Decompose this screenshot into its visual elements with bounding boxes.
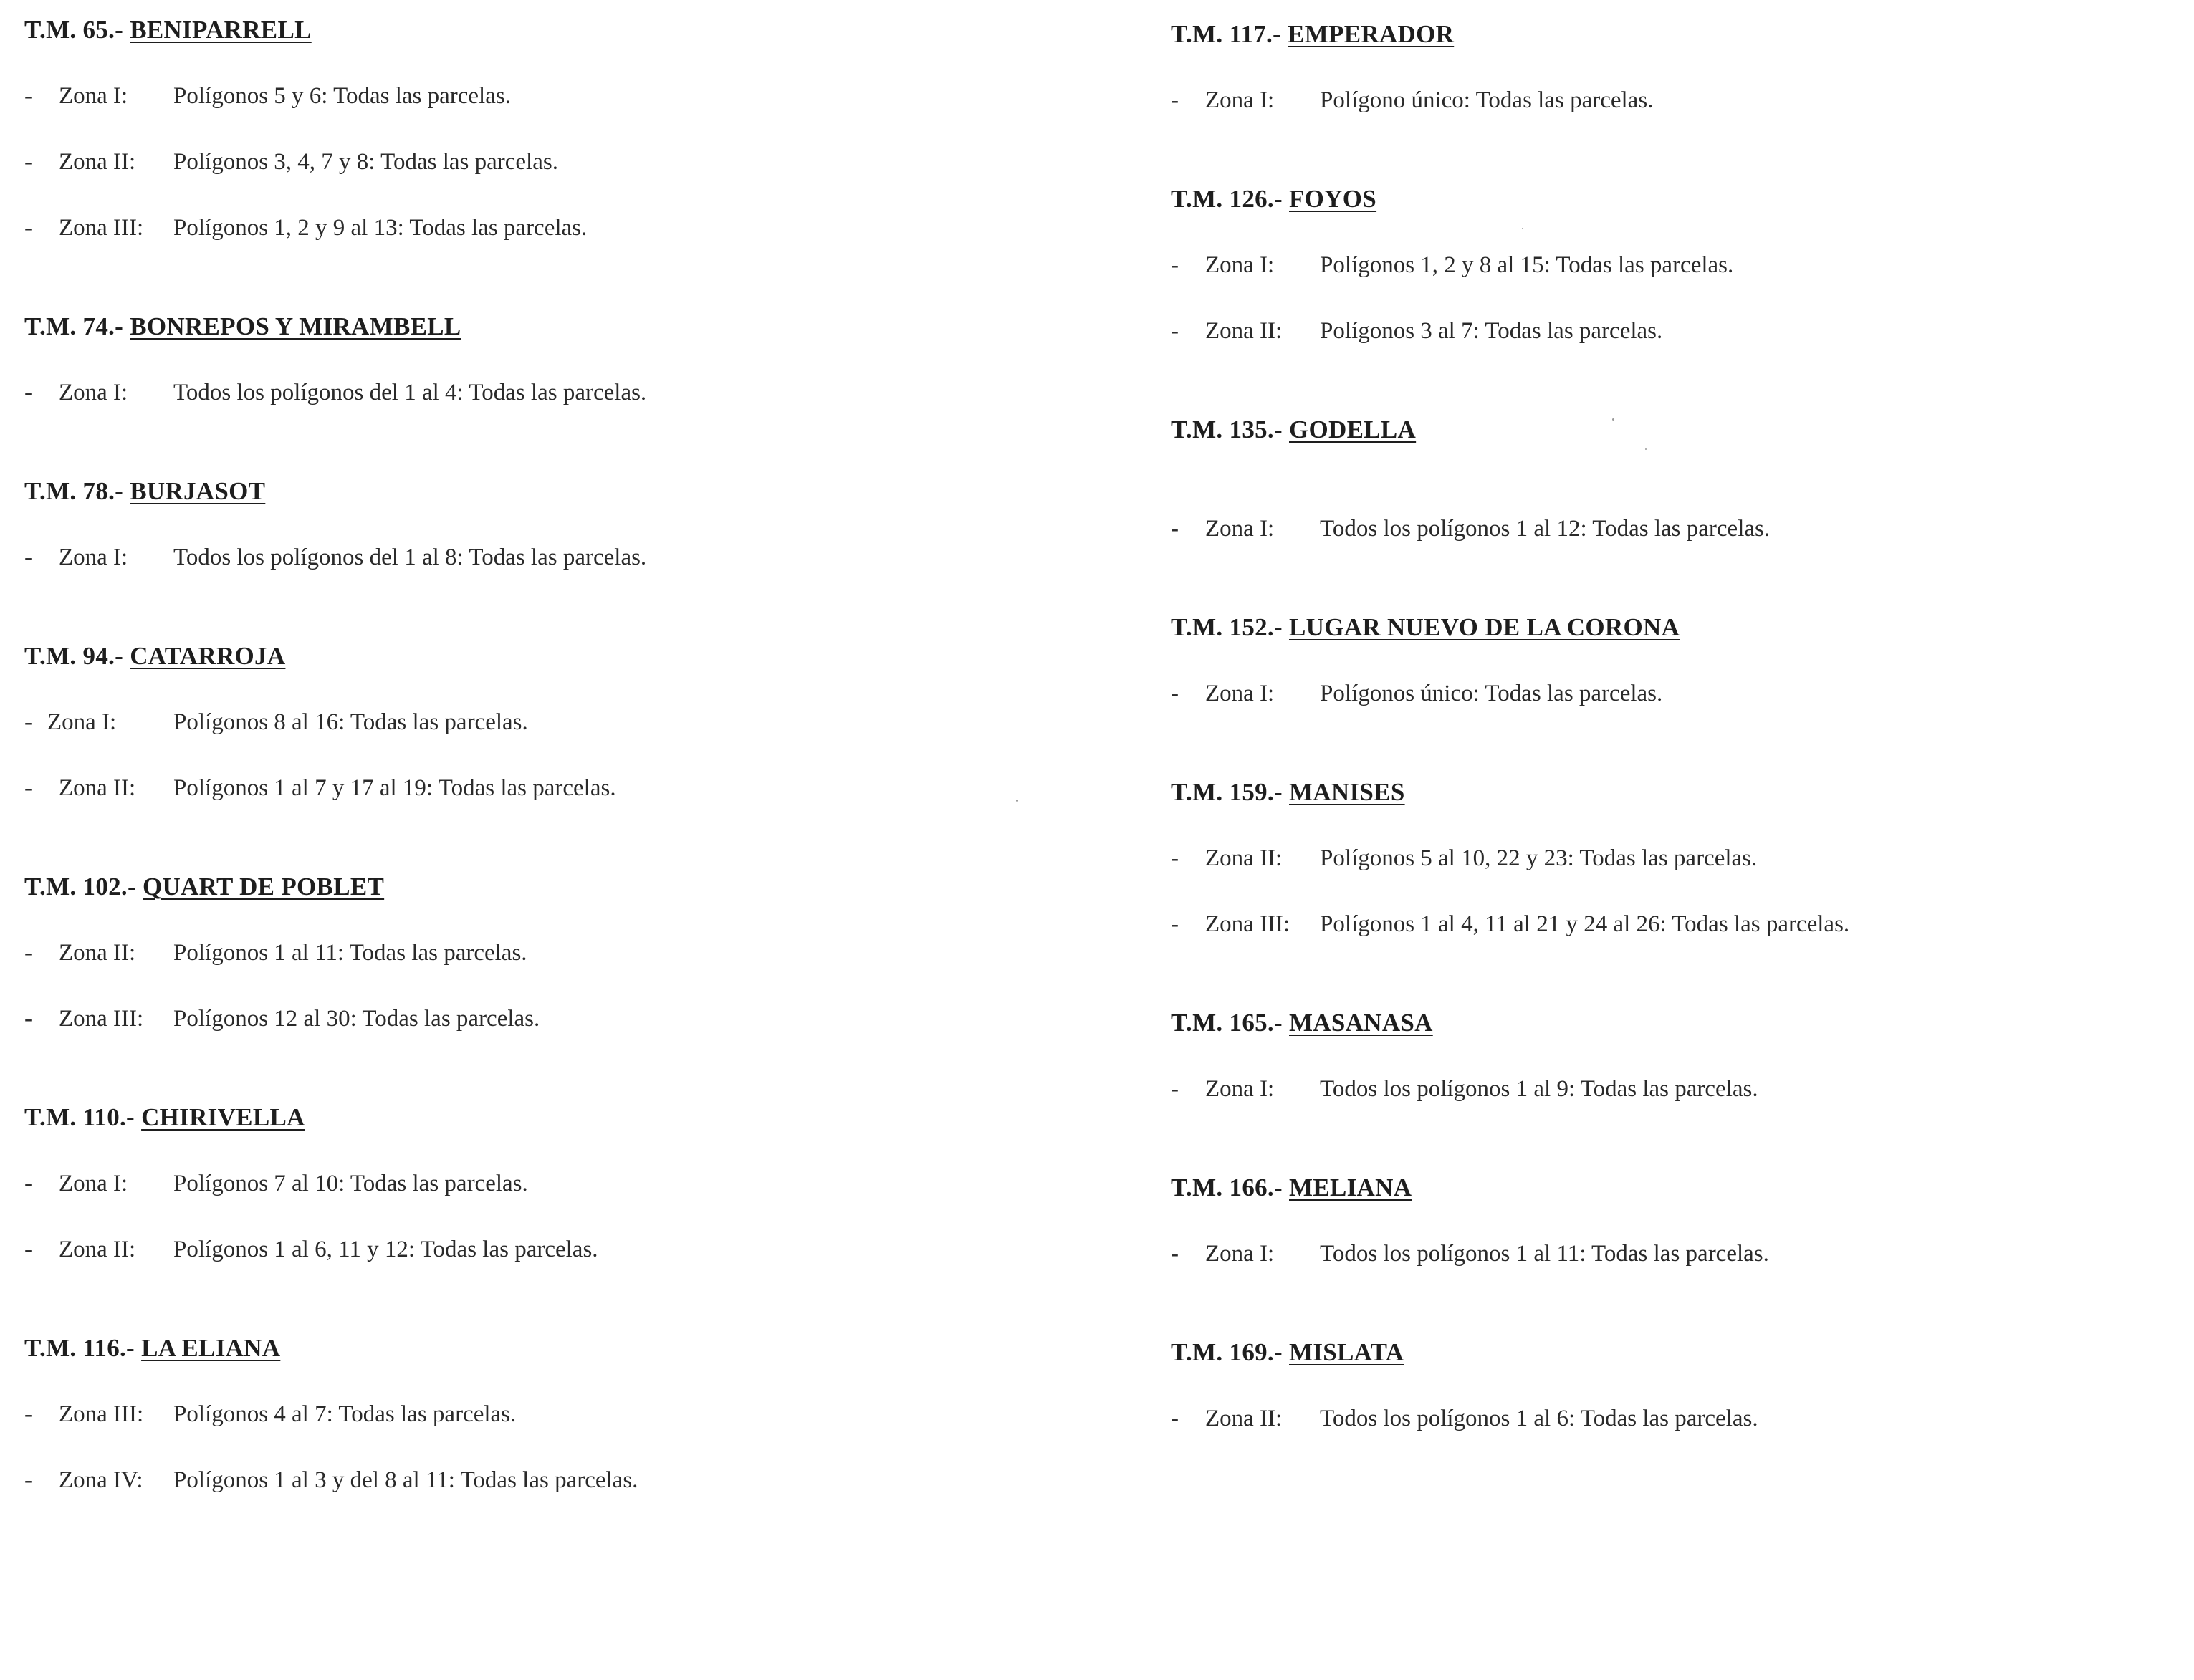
zone-entry: [1171, 251, 1733, 279]
zone-label: Zona I:: [59, 83, 128, 109]
zone-label: Zona II:: [59, 1237, 136, 1262]
zone-label: Zona I:: [59, 544, 128, 570]
scan-speck: [1612, 418, 1614, 421]
municipality-code: T.M. 74.-: [24, 312, 124, 340]
list-dash: -: [24, 380, 32, 405]
municipality-name: QUART DE POBLET: [143, 873, 385, 901]
zone-description: Polígonos único: Todas las parcelas.: [1320, 681, 1663, 706]
municipality-code: T.M. 126.-: [1171, 185, 1283, 213]
zone-label: Zona I:: [59, 1171, 128, 1196]
zone-entry: [24, 82, 511, 110]
zone-entry: [24, 213, 587, 242]
zone-label: Zona I:: [1205, 516, 1275, 542]
list-dash: -: [24, 775, 32, 801]
zone-description: Polígonos 12 al 30: Todas las parcelas.: [173, 1006, 540, 1032]
list-dash: -: [1171, 845, 1179, 871]
zone-entry: [24, 543, 646, 572]
zone-description: Polígonos 7 al 10: Todas las parcelas.: [173, 1171, 528, 1196]
municipality-name: BONREPOS Y MIRAMBELL: [130, 312, 461, 340]
municipality-heading: [24, 1103, 305, 1132]
list-dash: -: [1171, 1241, 1179, 1267]
municipality-section: [24, 1103, 598, 1262]
zone-description: Polígonos 1 al 3 y del 8 al 11: Todas las parcelas.: [173, 1467, 638, 1493]
municipality-heading: [1171, 20, 1454, 49]
municipality-name: CATARROJA: [130, 642, 286, 670]
zone-description: Todos los polígonos 1 al 12: Todas las parcelas.: [1320, 516, 1771, 542]
municipality-heading: [24, 16, 312, 44]
list-dash: -: [24, 1171, 32, 1196]
municipality-code: T.M. 110.-: [24, 1103, 135, 1131]
zone-entry: [1171, 86, 1653, 115]
zone-entry: [24, 1400, 516, 1429]
list-dash: -: [24, 1237, 32, 1262]
municipality-section: [1171, 185, 1734, 344]
municipality-heading: [24, 873, 384, 901]
zone-label: Zona III:: [1205, 911, 1290, 937]
zone-label: Zona I:: [1205, 87, 1275, 113]
zone-entry: [1171, 1239, 1769, 1268]
list-dash: -: [1171, 87, 1179, 113]
zone-description: Polígonos 8 al 16: Todas las parcelas.: [173, 709, 528, 735]
list-dash: -: [24, 149, 32, 175]
municipality-name: MISLATA: [1289, 1338, 1404, 1366]
municipality-name: GODELLA: [1289, 416, 1417, 443]
zone-description: Polígonos 1 al 11: Todas las parcelas.: [173, 940, 527, 966]
municipality-section: [1171, 20, 1654, 113]
zone-description: Todos los polígonos 1 al 6: Todas las parcelas.: [1320, 1406, 1758, 1431]
municipality-name: BENIPARRELL: [130, 16, 312, 44]
zone-entry: [1171, 844, 1757, 873]
zone-label: Zona III:: [59, 1006, 144, 1032]
municipality-section: [1171, 1173, 1769, 1267]
zone-description: Polígonos 4 al 7: Todas las parcelas.: [173, 1401, 517, 1427]
list-dash: -: [24, 83, 32, 109]
zone-entry: [24, 1169, 528, 1198]
zone-label: Zona I:: [47, 709, 117, 735]
municipality-code: T.M. 94.-: [24, 642, 124, 670]
zone-description: Polígonos 5 al 10, 22 y 23: Todas las parcelas.: [1320, 845, 1758, 871]
municipality-code: T.M. 117.-: [1171, 20, 1282, 48]
municipality-heading: [24, 477, 265, 506]
zone-label: Zona III:: [59, 215, 144, 241]
municipality-section: [1171, 778, 1850, 937]
zone-description: Polígonos 1 al 7 y 17 al 19: Todas las parcelas.: [173, 775, 616, 801]
zone-description: Todos los polígonos del 1 al 4: Todas las parcelas.: [173, 380, 647, 405]
list-dash: -: [1171, 318, 1179, 344]
zone-description: Polígonos 1 al 4, 11 al 21 y 24 al 26: Todas las parcelas.: [1320, 911, 1850, 937]
municipality-code: T.M. 159.-: [1171, 778, 1283, 806]
municipality-name: LUGAR NUEVO DE LA CORONA: [1289, 613, 1680, 641]
municipality-code: T.M. 102.-: [24, 873, 136, 901]
list-dash: -: [1171, 1076, 1179, 1102]
zone-entry: [1171, 1075, 1758, 1103]
municipality-name: MANISES: [1289, 778, 1405, 806]
municipality-heading: [1171, 1338, 1404, 1367]
zone-entry: [1171, 679, 1662, 708]
scan-speck: [1016, 800, 1018, 802]
zone-label: Zona II:: [59, 775, 136, 801]
zone-description: Polígonos 3, 4, 7 y 8: Todas las parcelas.: [173, 149, 558, 175]
zone-entry: [1171, 514, 1770, 543]
list-dash: -: [1171, 911, 1179, 937]
municipality-section: [1171, 1338, 1758, 1431]
zone-description: Todos los polígonos 1 al 9: Todas las parcelas.: [1320, 1076, 1758, 1102]
zone-label: Zona II:: [59, 149, 136, 175]
municipality-code: T.M. 169.-: [1171, 1338, 1283, 1366]
municipality-section: [1171, 1009, 1758, 1102]
list-dash: -: [1171, 681, 1179, 706]
municipality-section: [24, 1334, 638, 1493]
zone-entry: [1171, 1404, 1758, 1433]
municipality-code: T.M. 152.-: [1171, 613, 1283, 641]
municipality-heading: [1171, 778, 1405, 807]
municipality-heading: [24, 312, 461, 341]
list-dash: -: [24, 215, 32, 241]
municipality-name: FOYOS: [1289, 185, 1377, 213]
municipality-heading: [1171, 416, 1416, 444]
zone-entry: [1171, 910, 1849, 939]
municipality-name: EMPERADOR: [1288, 20, 1455, 48]
zone-entry: [24, 774, 616, 802]
municipality-code: T.M. 65.-: [24, 16, 124, 44]
zone-label: Zona I:: [1205, 681, 1275, 706]
municipality-name: CHIRIVELLA: [141, 1103, 305, 1131]
zone-label: Zona II:: [1205, 318, 1283, 344]
zone-description: Polígonos 3 al 7: Todas las parcelas.: [1320, 318, 1663, 344]
zone-label: Zona I:: [1205, 1076, 1275, 1102]
zone-description: Polígonos 5 y 6: Todas las parcelas.: [173, 83, 511, 109]
municipality-section: [24, 16, 588, 241]
municipality-section: [24, 477, 647, 570]
zone-label: Zona III:: [59, 1401, 144, 1427]
zone-description: Todos los polígonos del 1 al 8: Todas las parcelas.: [173, 544, 647, 570]
municipality-heading: [24, 642, 285, 671]
zone-description: Polígonos 1, 2 y 8 al 15: Todas las parcelas.: [1320, 252, 1734, 278]
zone-label: Zona I:: [1205, 252, 1275, 278]
municipality-section: [24, 873, 540, 1032]
list-dash: -: [1171, 516, 1179, 542]
municipality-heading: [1171, 1173, 1412, 1202]
municipality-code: T.M. 116.-: [24, 1334, 135, 1362]
municipality-heading: [1171, 1009, 1433, 1037]
list-dash: -: [24, 1467, 32, 1493]
municipality-heading: [1171, 185, 1376, 213]
municipality-code: T.M. 78.-: [24, 477, 124, 505]
zone-description: Polígono único: Todas las parcelas.: [1320, 87, 1654, 113]
zone-entry: [24, 939, 527, 967]
zone-label: Zona IV:: [59, 1467, 143, 1493]
municipality-code: T.M. 135.-: [1171, 416, 1283, 443]
municipality-section: [1171, 416, 1771, 542]
list-dash: -: [24, 1401, 32, 1427]
zone-entry: [24, 378, 646, 407]
zone-entry: [24, 1466, 638, 1494]
municipality-section: [24, 312, 647, 405]
municipality-name: BURJASOT: [130, 477, 266, 505]
scan-speck: [1645, 448, 1647, 450]
zone-label: Zona II:: [59, 940, 136, 966]
zone-label: Zona II:: [1205, 1406, 1283, 1431]
list-dash: -: [24, 709, 32, 735]
zone-entry: [24, 1235, 598, 1264]
municipality-section: [1171, 613, 1680, 706]
municipality-name: MASANASA: [1289, 1009, 1433, 1037]
zone-entry: [1171, 317, 1662, 345]
municipality-code: T.M. 165.-: [1171, 1009, 1283, 1037]
zone-description: Polígonos 1 al 6, 11 y 12: Todas las parcelas.: [173, 1237, 598, 1262]
list-dash: -: [1171, 252, 1179, 278]
list-dash: -: [24, 940, 32, 966]
municipality-code: T.M. 166.-: [1171, 1173, 1283, 1201]
zone-description: Todos los polígonos 1 al 11: Todas las parcelas.: [1320, 1241, 1769, 1267]
zone-entry: [24, 1004, 540, 1033]
municipality-name: LA ELIANA: [141, 1334, 281, 1362]
zone-label: Zona II:: [1205, 845, 1283, 871]
scan-speck: [1522, 228, 1523, 229]
zone-label: Zona I:: [1205, 1241, 1275, 1267]
municipality-section: [24, 642, 616, 801]
municipality-name: MELIANA: [1289, 1173, 1412, 1201]
list-dash: -: [1171, 1406, 1179, 1431]
list-dash: -: [24, 1006, 32, 1032]
zone-description: Polígonos 1, 2 y 9 al 13: Todas las parcelas.: [173, 215, 588, 241]
zone-entry: [24, 708, 528, 736]
zone-label: Zona I:: [59, 380, 128, 405]
municipality-heading: [1171, 613, 1680, 642]
municipality-heading: [24, 1334, 280, 1363]
zone-entry: [24, 148, 558, 176]
list-dash: -: [24, 544, 32, 570]
